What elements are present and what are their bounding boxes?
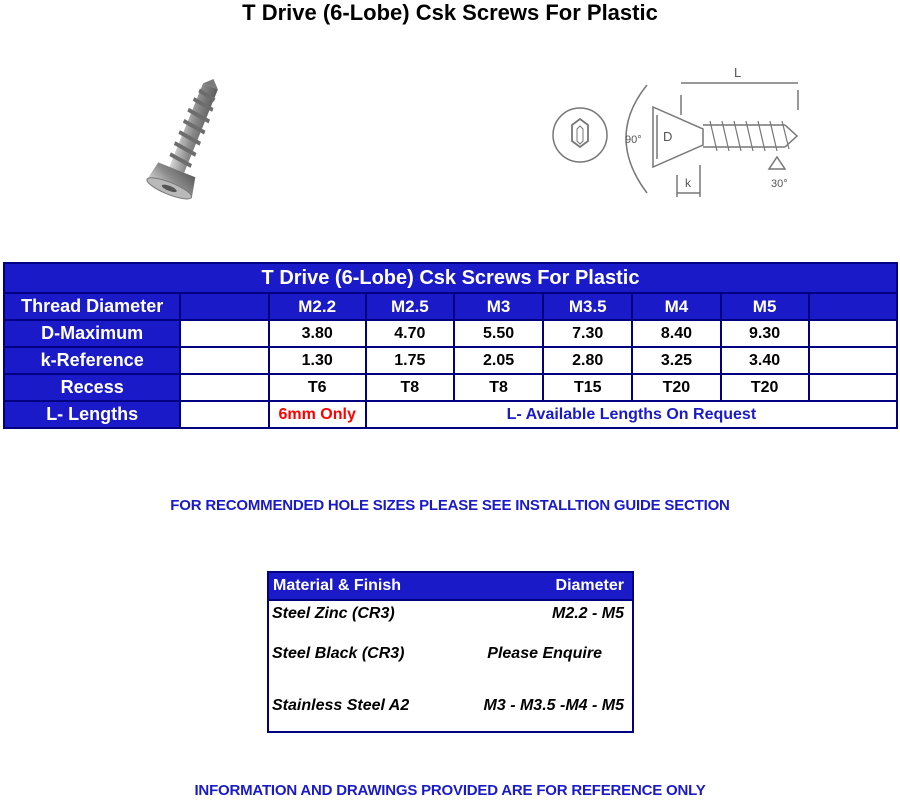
spacer-cell [180, 293, 268, 320]
size-header: M3.5 [543, 293, 632, 320]
material-name: Steel Zinc (CR3) [272, 605, 395, 622]
material-table-header [269, 573, 632, 601]
table-cell: T15 [543, 374, 632, 401]
diameter-label: D [663, 129, 673, 144]
table-row [269, 681, 632, 731]
material-diameter: M3 - M3.5 -M4 - M5 [483, 697, 624, 714]
row-label: Recess [4, 374, 180, 401]
table-cell: 1.75 [366, 347, 454, 374]
lengths-highlight: 6mm Only [269, 401, 366, 428]
table-cell: 1.30 [269, 347, 366, 374]
lengths-note: L- Available Lengths On Request [366, 401, 897, 428]
head-angle-label: 90° [625, 134, 642, 146]
size-header: M3 [454, 293, 543, 320]
spec-table-title: T Drive (6-Lobe) Csk Screws For Plastic [4, 263, 897, 293]
row-label: k-Reference [4, 347, 180, 374]
spacer-cell [180, 347, 268, 374]
spacer-cell [809, 320, 897, 347]
table-cell: 3.25 [632, 347, 720, 374]
length-label: L [734, 65, 742, 80]
size-header: M2.2 [269, 293, 366, 320]
table-row [4, 293, 897, 320]
table-cell: T8 [454, 374, 543, 401]
spacer-cell [180, 401, 268, 428]
size-header: M2.5 [366, 293, 454, 320]
table-cell: T20 [632, 374, 720, 401]
material-diameter: Please Enquire [487, 645, 602, 662]
k-label: k [685, 176, 691, 190]
table-cell: T8 [366, 374, 454, 401]
tip-angle-label: 30° [771, 178, 788, 190]
size-header: M4 [632, 293, 720, 320]
spacer-cell [809, 293, 897, 320]
diameter-header: Diameter [555, 577, 624, 594]
row-label: D-Maximum [4, 320, 180, 347]
table-row [269, 601, 632, 627]
hole-sizes-notice: FOR RECOMMENDED HOLE SIZES PLEASE SEE INSTALLTION GUIDE SECTION [170, 497, 730, 514]
table-cell: 3.80 [269, 320, 366, 347]
table-row [4, 320, 897, 347]
table-cell: 3.40 [721, 347, 809, 374]
spacer-cell [180, 374, 268, 401]
reference-notice: INFORMATION AND DRAWINGS PROVIDED ARE FOR REFERENCE ONLY [194, 782, 706, 799]
table-row [4, 401, 897, 428]
size-header: M5 [721, 293, 809, 320]
table-row [269, 627, 632, 681]
table-cell: 5.50 [454, 320, 543, 347]
technical-drawing [545, 55, 815, 205]
table-row [4, 347, 897, 374]
table-cell: 2.80 [543, 347, 632, 374]
material-name: Stainless Steel A2 [272, 697, 410, 714]
material-name: Steel Black (CR3) [272, 645, 405, 662]
thread-diameter-label: Thread Diameter [4, 293, 180, 320]
table-cell: 8.40 [632, 320, 720, 347]
screw-photo [128, 72, 258, 207]
table-cell: T6 [269, 374, 366, 401]
spacer-cell [809, 374, 897, 401]
material-header: Material & Finish [273, 577, 402, 594]
table-row [4, 374, 897, 401]
material-table [267, 571, 634, 733]
spacer-cell [809, 347, 897, 374]
table-cell: 7.30 [543, 320, 632, 347]
row-label: L- Lengths [4, 401, 180, 428]
page-title: T Drive (6-Lobe) Csk Screws For Plastic [242, 0, 658, 25]
material-diameter: M2.2 - M5 [551, 605, 624, 622]
table-cell: 4.70 [366, 320, 454, 347]
spec-table [3, 262, 898, 429]
spacer-cell [180, 320, 268, 347]
table-cell: 2.05 [454, 347, 543, 374]
table-cell: T20 [721, 374, 809, 401]
table-cell: 9.30 [721, 320, 809, 347]
